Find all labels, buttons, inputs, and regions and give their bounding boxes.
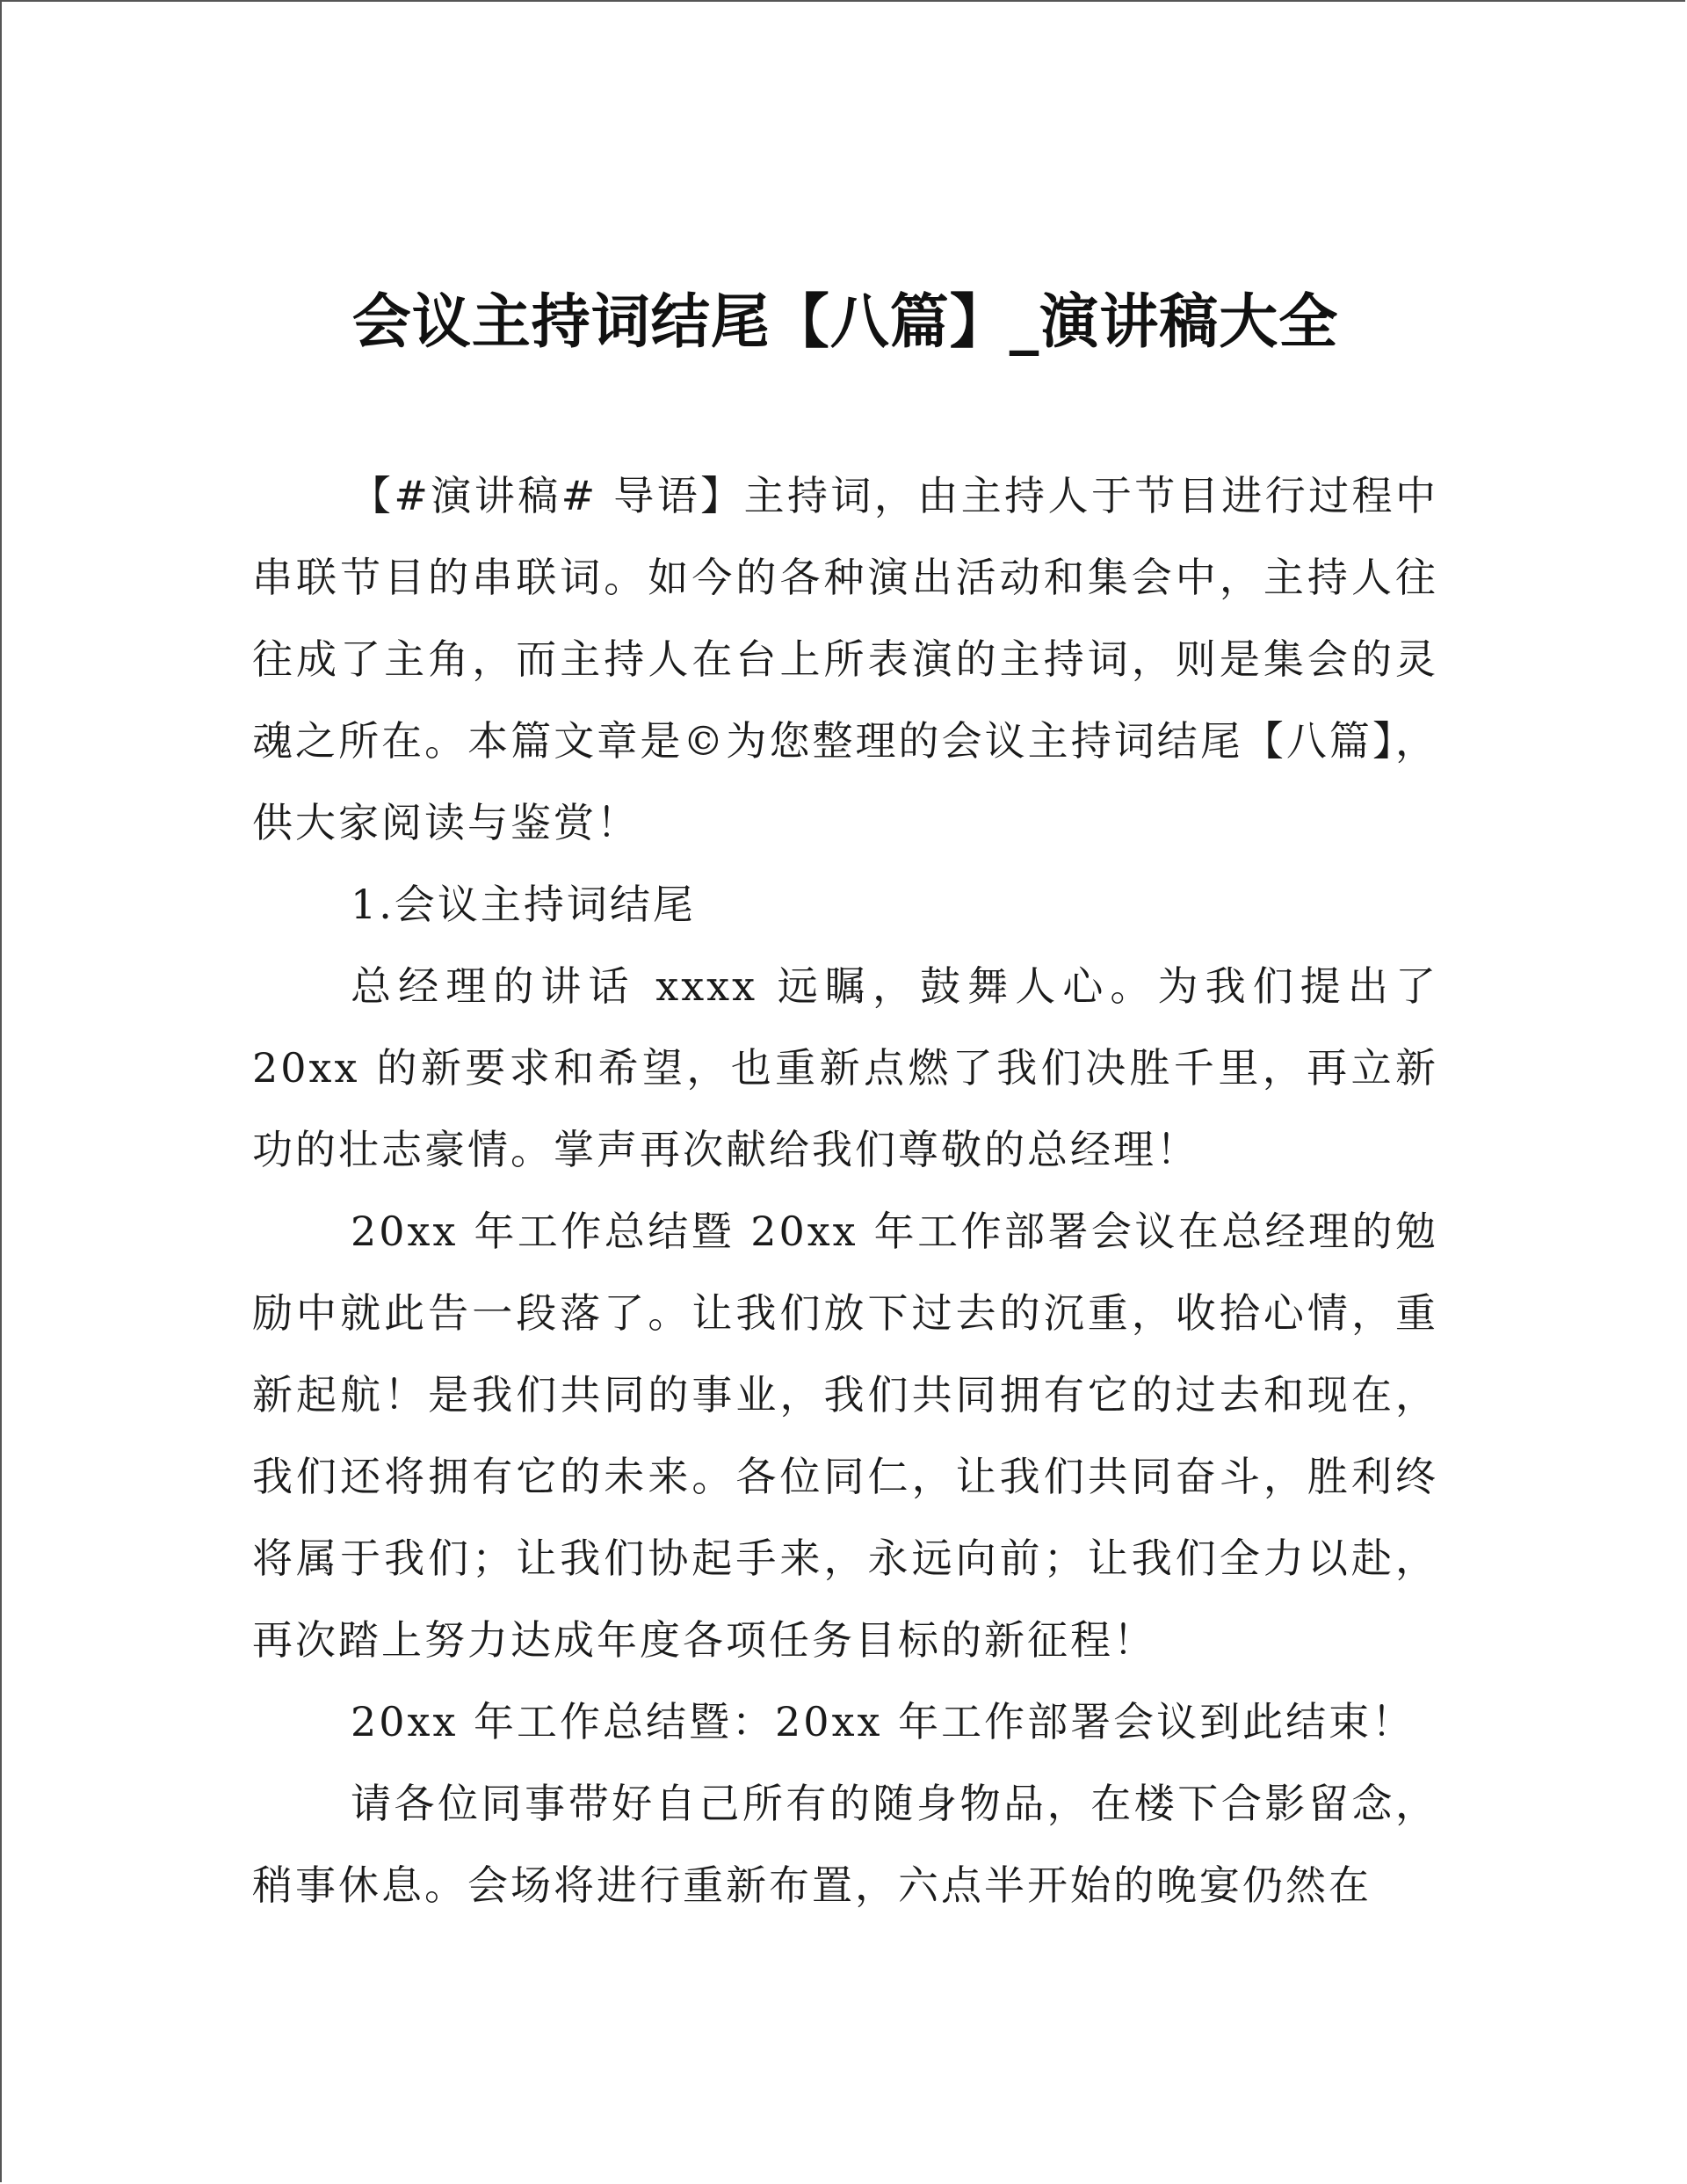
paragraph-3: 20xx 年工作总结暨：20xx 年工作部署会议到此结束！ (351, 1698, 1415, 1745)
document-title: 会议主持词结尾【八篇】_演讲稿大全 (351, 287, 1339, 356)
paragraph-4: 请各位同事带好自己所有的随身物品，在楼下合影留念，稍事休息。会场将进行重新布置，六点半开始的晚宴仍然在 (252, 1780, 1438, 1909)
paragraph-1: 总经理的讲话 xxxx 远瞩，鼓舞人心。为我们提出了 20xx 的新要求和希望，也重新点燃了我们决胜千里，再立新功的壮志豪情。掌声再次献给我们尊敬的总经理！ (252, 962, 1438, 1173)
paragraph-intro: 【#演讲稿# 导语】主持词，由主持人于节目进行过程中串联节目的串联词。如今的各种演出活动和集会中，主持人往往成了主角，而主持人在台上所表演的主持词，则是集会的灵魂之所在。本篇文章是©为您整理的会议主持词结尾【八篇】，供大家阅读与鉴赏！ (252, 472, 1438, 846)
section-heading-1: 1.会议主持词结尾 (351, 881, 696, 928)
paragraph-2: 20xx 年工作总结暨 20xx 年工作部署会议在总经理的勉励中就此告一段落了。让我们放下过去的沉重，收拾心情，重新起航！是我们共同的事业，我们共同拥有它的过去和现在，我们还将拥有它的未来。各位同仁，让我们共同奋斗，胜利终将属于我们；让我们协起手来，永远向前；让我们全力以赴，再次踏上努力达成年度各项任务目标的新征程！ (252, 1208, 1438, 1664)
document-body (252, 455, 1438, 1926)
